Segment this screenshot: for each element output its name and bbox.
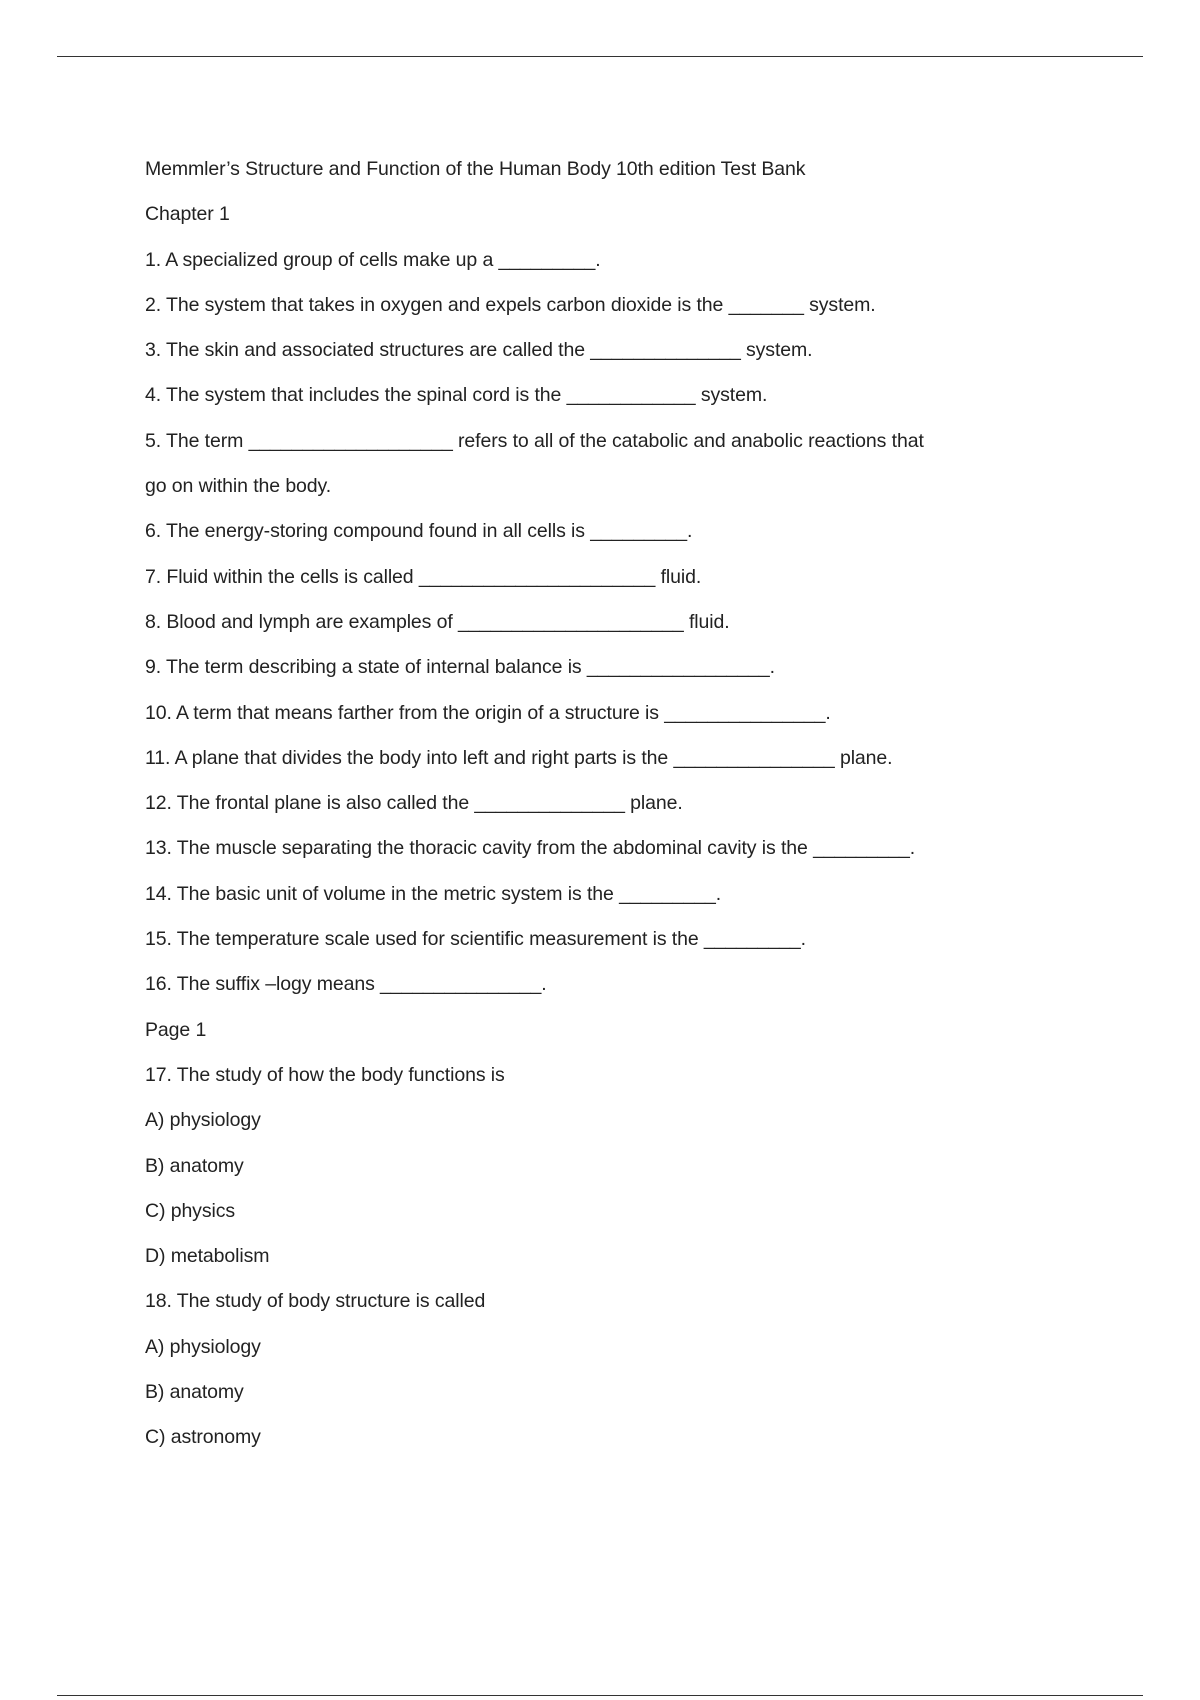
top-rule (57, 56, 1143, 57)
question-17: 17. The study of how the body functions is (145, 1063, 505, 1086)
page-label: Page 1 (145, 1018, 207, 1041)
document-body (145, 147, 1065, 1461)
question-3: 3. The skin and associated structures are called the ______________ system. (145, 339, 813, 362)
question-17-option-b: B) anatomy (145, 1154, 244, 1177)
question-4: 4. The system that includes the spinal cord is the ____________ system. (145, 384, 768, 407)
question-16: 16. The suffix –logy means _______________. (145, 973, 547, 996)
question-17-option-d: D) metabolism (145, 1245, 270, 1268)
bottom-rule (57, 1695, 1143, 1696)
chapter-heading: Chapter 1 (145, 203, 230, 226)
question-9: 9. The term describing a state of internal balance is _________________. (145, 656, 775, 679)
question-18-option-a: A) physiology (145, 1335, 261, 1358)
question-18-option-c: C) astronomy (145, 1426, 261, 1449)
question-6: 6. The energy-storing compound found in all cells is _________. (145, 520, 693, 543)
question-8: 8. Blood and lymph are examples of _____________________ fluid. (145, 610, 730, 633)
question-17-option-a: A) physiology (145, 1109, 261, 1132)
question-18-option-b: B) anatomy (145, 1381, 244, 1404)
question-11: 11. A plane that divides the body into left and right parts is the _______________ plane. (145, 746, 893, 769)
question-7: 7. Fluid within the cells is called ______________________ fluid. (145, 565, 702, 588)
document-title: Memmler’s Structure and Function of the Human Body 10th edition Test Bank (145, 158, 806, 180)
question-13: 13. The muscle separating the thoracic cavity from the abdominal cavity is the _________. (145, 837, 916, 860)
question-5-continued: go on within the body. (145, 475, 332, 498)
question-18: 18. The study of body structure is called (145, 1290, 486, 1313)
question-17-option-c: C) physics (145, 1199, 236, 1222)
question-14: 14. The basic unit of volume in the metric system is the _________. (145, 882, 722, 905)
question-12: 12. The frontal plane is also called the ______________ plane. (145, 792, 683, 815)
question-15: 15. The temperature scale used for scientific measurement is the _________. (145, 928, 806, 951)
question-5: 5. The term ___________________ refers to all of the catabolic and anabolic reactions that (145, 429, 924, 452)
question-10: 10. A term that means farther from the origin of a structure is _______________. (145, 701, 831, 724)
question-2: 2. The system that takes in oxygen and expels carbon dioxide is the _______ system. (145, 293, 876, 316)
question-1: 1. A specialized group of cells make up a _________. (145, 248, 601, 271)
